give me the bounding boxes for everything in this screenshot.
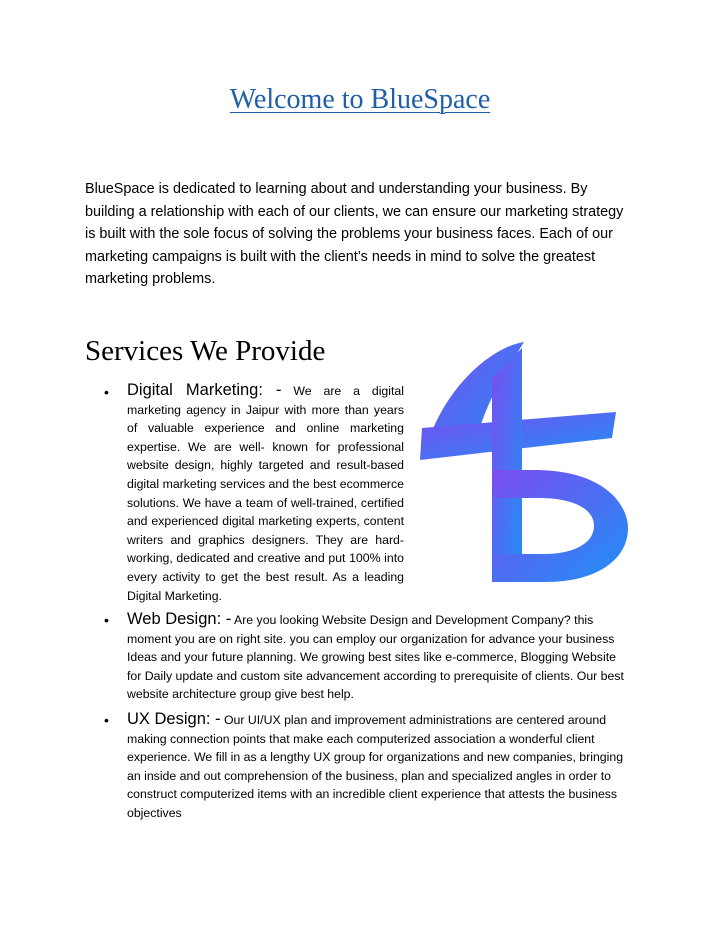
page-title: Welcome to BlueSpace	[229, 84, 491, 115]
service-title: Web Design: -	[127, 610, 232, 628]
bullet-icon: •	[104, 384, 109, 400]
service-web-design	[127, 610, 627, 704]
bullet-icon: •	[104, 712, 109, 728]
logo-stem-shape	[492, 348, 522, 582]
intro-paragraph: BlueSpace is dedicated to learning about and understanding your business. By building a relationship with each of our clients, we can ensure our marketing strategy is built with the sole focus of solving the problems your business faces. Each of our marketing campaigns is built with the client’s needs in mind to solve the greatest marketing problems.	[85, 181, 624, 287]
services-heading: Services We Provide	[85, 335, 326, 367]
bluespace-logo-icon	[416, 338, 636, 586]
service-ux-design	[127, 710, 639, 823]
service-digital-marketing	[127, 381, 404, 605]
service-body: Our UI/UX plan and improvement administrations are centered around making connection points that make each computerized association a wonderful client experience. We fill in as a lengthy UX group for organizations and new companies, bringing an inside and out comprehension of the business, plan and specialized angles in order to construct computerized items with an incredible client experience that attests the business objectives	[127, 713, 624, 820]
service-title: UX Design: -	[127, 710, 221, 728]
bullet-icon: •	[104, 612, 109, 628]
service-title: Digital Marketing: -	[127, 381, 282, 399]
service-body: We are a digital marketing agency in Jaipur with more than years of valuable experience and online marketing expertise. We are well- known for professional website design, highly targeted and result-based digital marketing services and the best ecommerce solutions. We have a team of well-trained, certified and experienced digital marketing experts, content writers and graphics designers. They are hard-working, dedicated and creative and put 100% into every activity to get the best result. As a leading Digital Marketing.	[127, 384, 404, 603]
service-body: Are you looking Website Design and Development Company? this moment you are on right site. you can employ our organization for advance your business Ideas and your future planning. We growing best sites like e-commerce, Blogging Website for Daily update and custom site advancement according to prerequisite of clients. Our best website architecture group give best help.	[127, 613, 624, 702]
